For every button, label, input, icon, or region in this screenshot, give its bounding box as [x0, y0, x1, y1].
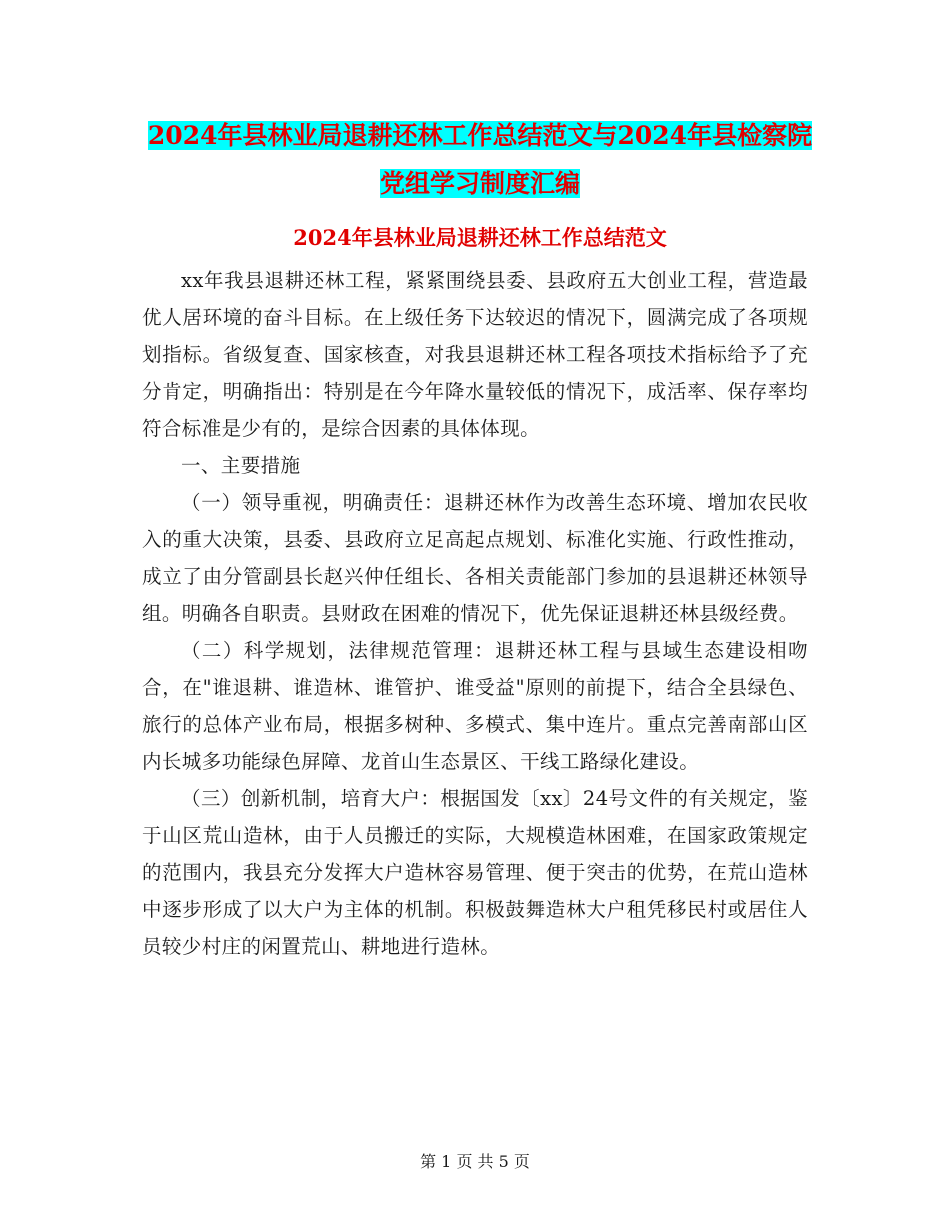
document-title: [140, 112, 820, 208]
paragraph-measure-3: （三）创新机制，培育大户：根据国发〔xx〕24号文件的有关规定，鉴于山区荒山造林，由于人员搬迁的实际，大规模造林困难，在国家政策规定的范围内，我县充分发挥大户造林容易管理、便于突击的优势，在荒山造林中逐步形成了以大户为主体的机制。积极鼓舞造林大户租凭移民村或居住人员较少村庄的闲置荒山、耕地进行造林。: [142, 787, 808, 958]
paragraph-intro: xx年我县退耕还林工程，紧紧围绕县委、县政府五大创业工程，营造最优人居环境的奋斗目标。在上级任务下达较迟的情况下，圆满完成了各项规划指标。省级复查、国家核查，对我县退耕还林工程各项技术指标给予了充分肯定，明确指出：特别是在今年降水量较低的情况下，成活率、保存率均符合标准是少有的，是综合因素的具体体现。: [142, 269, 808, 440]
paragraph-heading-measures: 一、主要措施: [181, 454, 301, 477]
page-number-footer: 第 1 页 共 5 页: [420, 1152, 530, 1171]
title-highlight: 2024年县林业局退耕还林工作总结范文与2024年县检察院党组学习制度汇编: [147, 121, 813, 198]
paragraph-measure-1: （一）领导重视，明确责任：退耕还林作为改善生态环境、增加农民收入的重大决策，县委、县政府立足高起点规划、标准化实施、行政性推动，成立了由分管副县长赵兴仲任组长、各相关责能部门参加的县退耕还林领导组。明确各自职责。县财政在困难的情况下，优先保证退耕还林县级经费。: [142, 491, 808, 625]
paragraph-measure-2: （二）科学规划，法律规范管理：退耕还林工程与县域生态建设相吻合，在"谁退耕、谁造林、谁管护、谁受益"原则的前提下，结合全县绿色、旅行的总体产业布局，根据多树种、多模式、集中连片。重点完善南部山区内长城多功能绿色屏障、龙首山生态景区、干线工路绿化建设。: [142, 639, 808, 773]
document-body: [142, 262, 808, 965]
section-title: 2024年县林业局退耕还林工作总结范文: [293, 225, 667, 250]
